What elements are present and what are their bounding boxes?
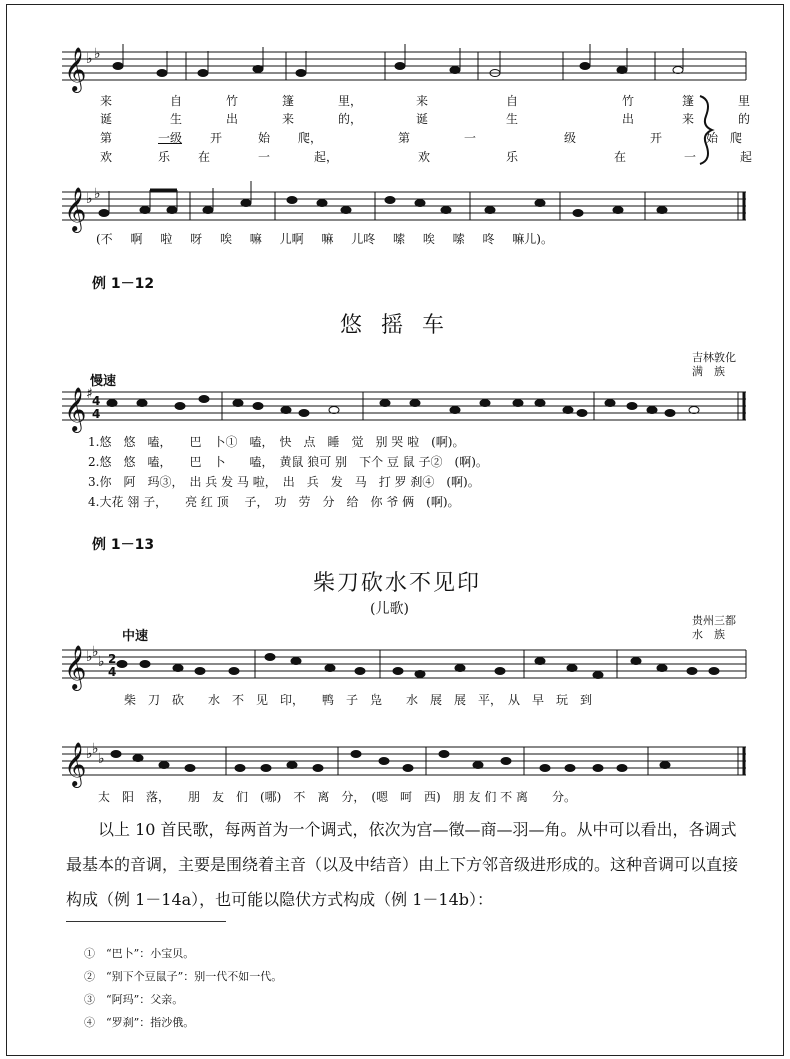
lyric-line-4: 欢 乐 在 一 起， 欢 乐 在 一 起 xyxy=(100,150,753,164)
song-title-13: 柴刀砍水不见印 xyxy=(313,571,482,596)
verse-1: 1.悠 悠 嗑， 巴 卜① 嗑， 快 点 睡 觉 别 哭 啦 (啊)。 xyxy=(88,435,465,449)
treble-clef-icon: 𝄞 xyxy=(64,47,87,91)
song-title-12: 悠 摇 车 xyxy=(340,313,450,338)
svg-text:♭: ♭ xyxy=(86,191,93,207)
svg-text:♭: ♭ xyxy=(98,751,105,767)
lyric-line-5: (不 啊 啦 呀 唉 嘛 儿啊 嘛 儿咚 嗦 唉 嗦 咚 嘛儿)。 xyxy=(96,232,553,246)
verse-3: 3.你 阿 玛③， 出 兵 发 马 啦， 出 兵 发 马 打 罗 刹④ (啊)。 xyxy=(88,475,480,489)
origin-12: 吉林敦化 满 族 xyxy=(692,351,736,378)
tempo-13: 中速 xyxy=(122,629,149,644)
svg-text:♭: ♭ xyxy=(94,186,101,202)
staff-4 xyxy=(62,650,746,678)
treble-clef-icon: 𝄞 xyxy=(64,645,87,689)
song-subtitle-13: (儿歌) xyxy=(370,601,409,617)
svg-text:♭: ♭ xyxy=(86,746,93,762)
svg-text:4: 4 xyxy=(92,394,101,408)
svg-text:♭: ♭ xyxy=(94,46,101,62)
lyric-line-3: 第 一级 开 始 爬， 第 一 级 开 始 爬 xyxy=(100,131,743,145)
svg-text:♯: ♯ xyxy=(86,386,93,402)
svg-text:♭: ♭ xyxy=(92,741,99,757)
example-label-13: 例 1－13 xyxy=(92,537,155,553)
svg-text:♭: ♭ xyxy=(92,644,99,660)
svg-text:♭: ♭ xyxy=(86,649,93,665)
svg-text:4: 4 xyxy=(108,665,117,679)
body-paragraph: 以上 10 首民歌，每两首为一个调式，依次为宫—徵—商—羽—角。从中可以看出，各调式最基本的音调，主要是围绕着主音（以及中结音）由上下方邻音级进形成的。这种音调可以直接构成（例 1－14a），也可能以隐伏方式构成（例 1－14b）： xyxy=(66,820,739,909)
treble-clef-icon: 𝄞 xyxy=(64,387,87,431)
footnote-3: ③ “阿玛”：父亲。 xyxy=(84,993,184,1006)
footnote-2: ② “别下个豆鼠子”：别一代不如一代。 xyxy=(84,970,283,983)
svg-text:2: 2 xyxy=(108,652,117,666)
treble-clef-icon: 𝄞 xyxy=(64,187,87,231)
footnote-1: ① “巴卜”：小宝贝。 xyxy=(84,947,195,960)
origin-13: 贵州三都 水 族 xyxy=(692,614,736,641)
staff-5 xyxy=(62,747,746,775)
svg-text:♭: ♭ xyxy=(86,51,93,67)
footnote-4: ④ “罗刹”：指沙俄。 xyxy=(84,1016,195,1029)
treble-clef-icon: 𝄞 xyxy=(64,742,87,786)
footnote-divider xyxy=(66,921,226,922)
example-label-12: 例 1－12 xyxy=(92,276,155,292)
verse-2: 2.悠 悠 嗑， 巴 卜 嗑， 黄鼠 狼可 别 下个 豆 鼠 子② (啊)。 xyxy=(88,455,488,469)
lyric-line-1: 来 自 竹 篷 里， 来 自 竹 篷 里 xyxy=(100,94,751,108)
staff-2 xyxy=(62,192,746,220)
svg-text:4: 4 xyxy=(92,407,101,421)
lyric-13-line-1: 柴 刀 砍 水 不 见 印， 鸭 子 凫 水 展 展 平， 从 早 玩 到 xyxy=(124,693,593,707)
lyric-line-2: 诞 生 出 来 的， 诞 生 出 来 的 xyxy=(100,112,751,126)
lyric-13-line-2: 太 阳 落， 朋 友 们 (哪) 不 离 分， (嗯 呵 西) 朋 友 们 不 离 分。 xyxy=(98,790,576,804)
svg-text:♭: ♭ xyxy=(98,654,105,670)
verse-4: 4.大花 翎 子， 亮 红 顶 子， 功 劳 分 给 你 爷 俩 (啊)。 xyxy=(88,495,460,509)
tempo-12: 慢速 xyxy=(90,374,117,389)
staff-3 xyxy=(62,392,746,420)
